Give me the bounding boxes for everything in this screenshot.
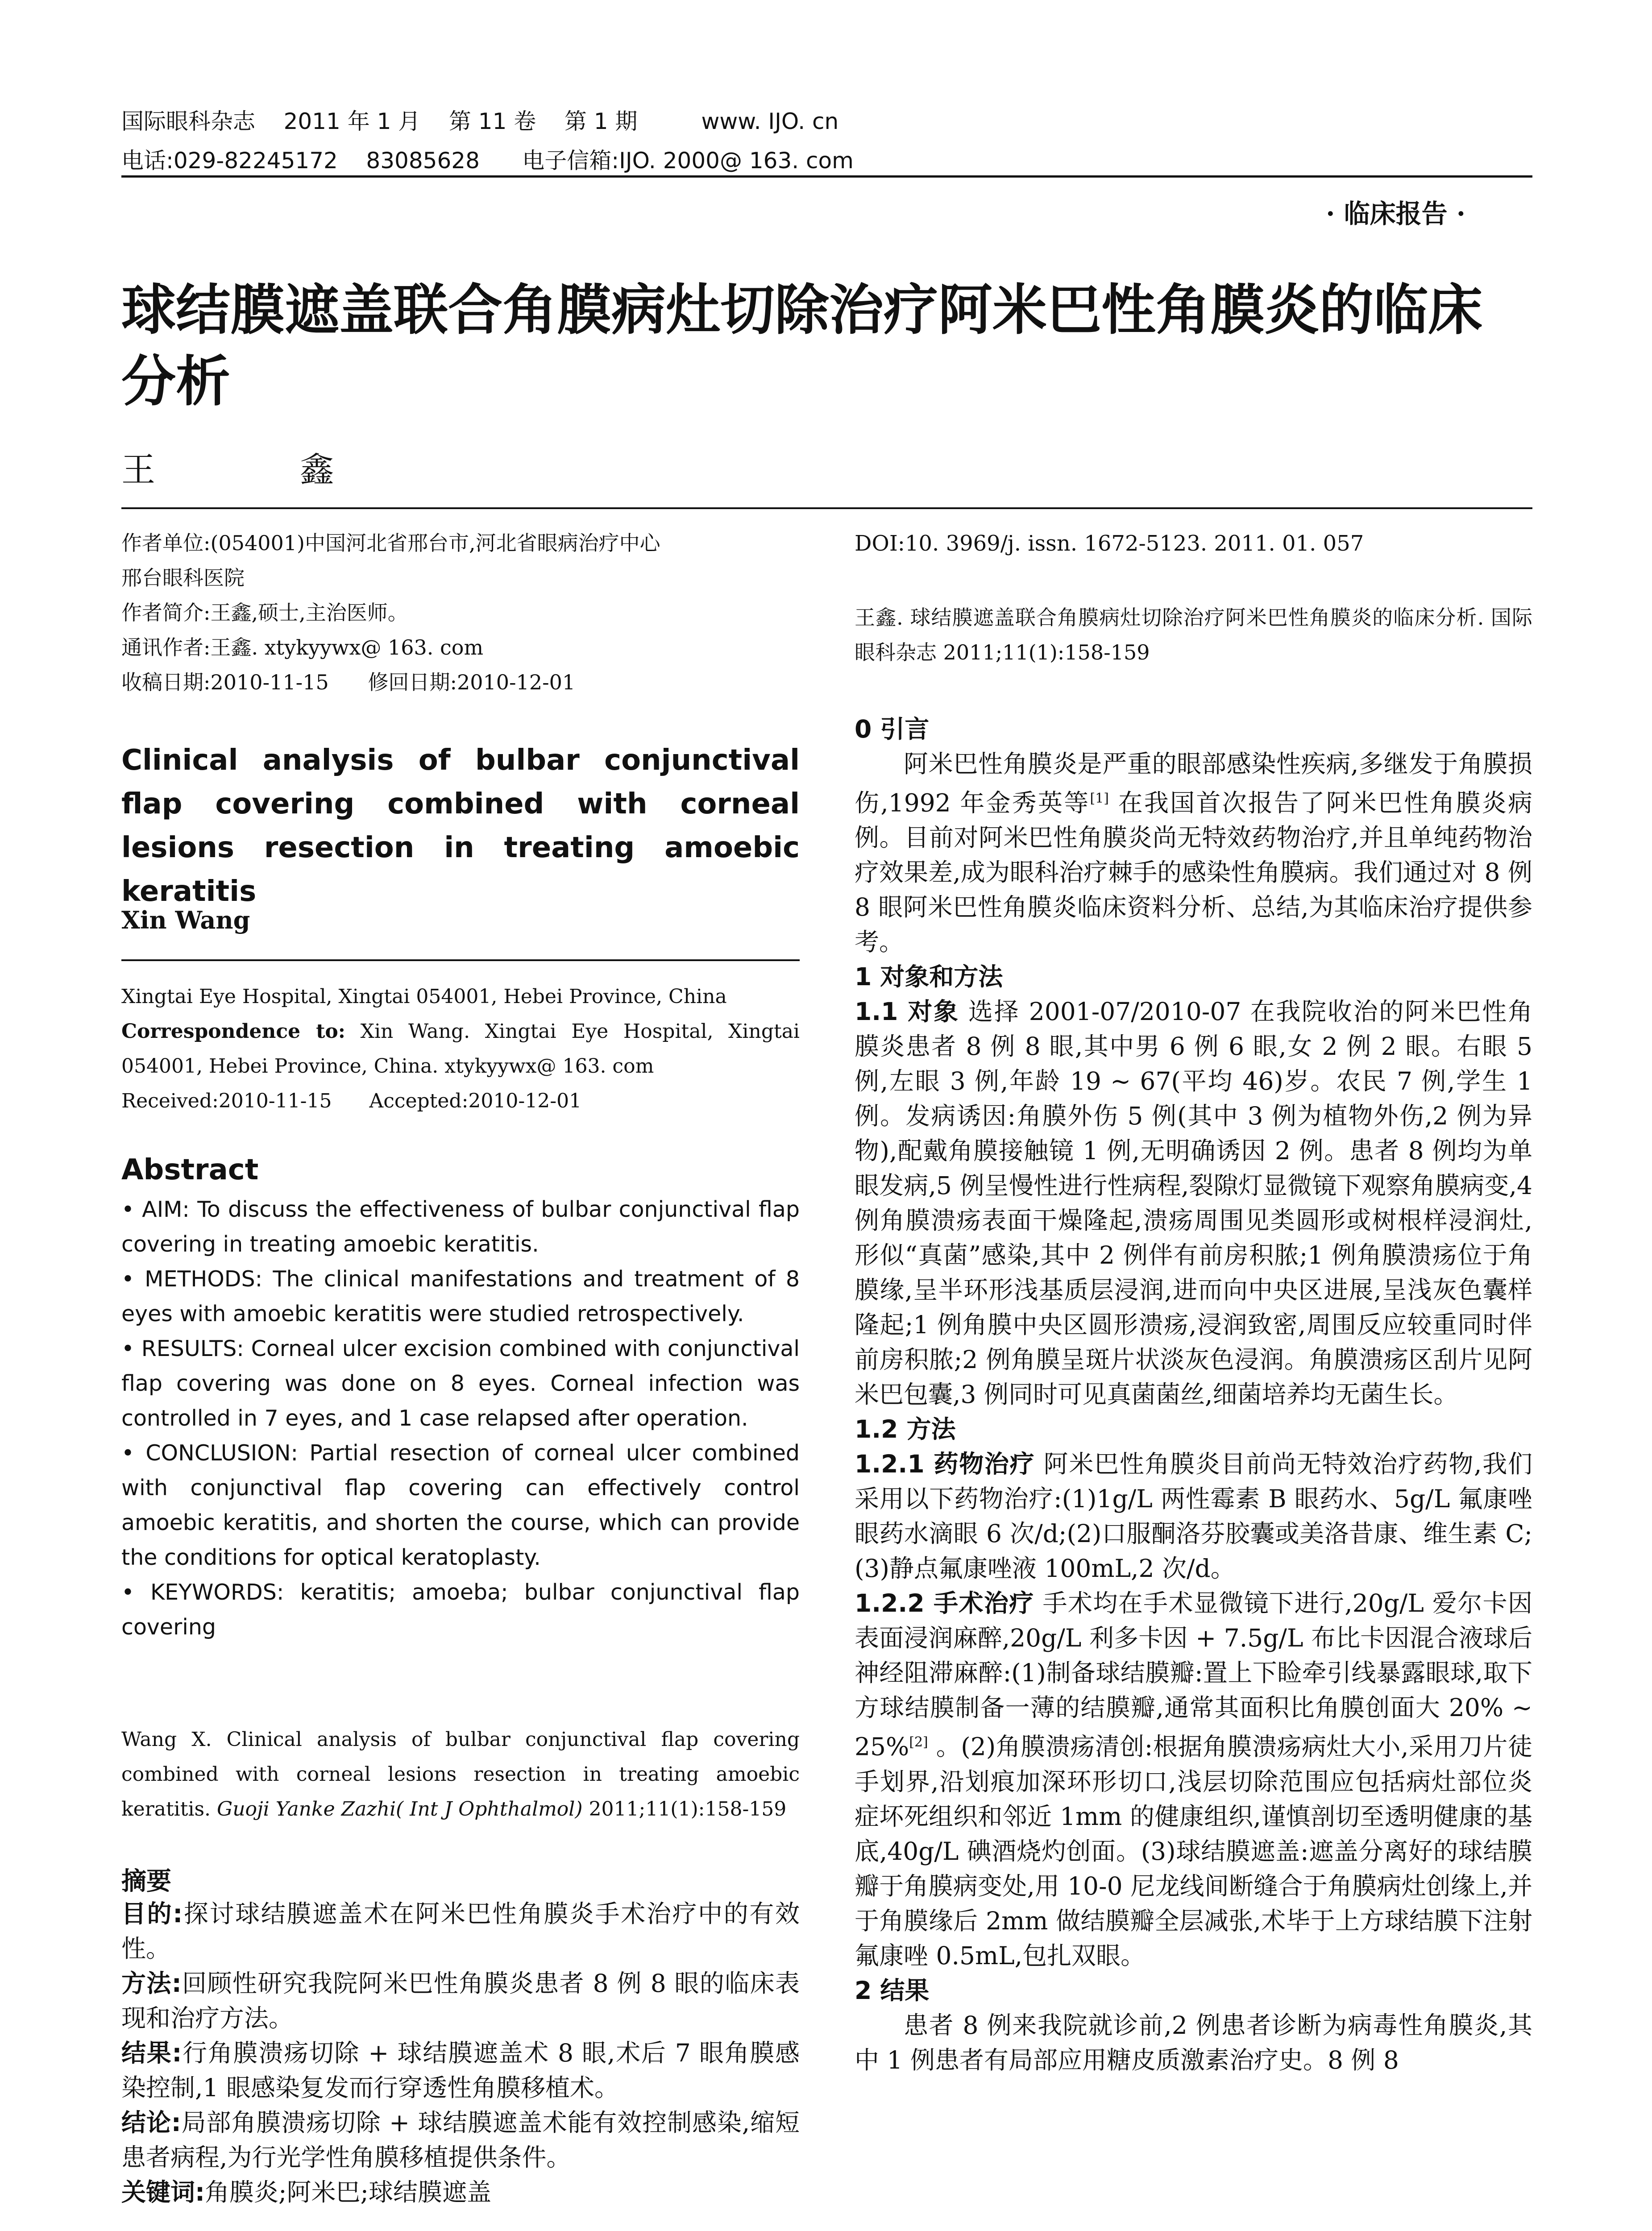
- cn-keywords-label: 关键词:: [121, 2178, 205, 2206]
- reference-marker: [1]: [1090, 791, 1109, 806]
- correspondence: [121, 1014, 800, 1084]
- author-name-cn: 王 鑫: [121, 450, 401, 489]
- cn-aim-text: 探讨球结膜遮盖术在阿米巴性角膜炎手术治疗中的有效性。: [121, 1899, 800, 1963]
- citation-text: Wang X. Clinical analysis of bulbar conjunctival flap covering combined with corneal lesions resection in treating amoebic keratitis.: [121, 1728, 800, 1820]
- citation-tail: 2011;11(1):158-159: [582, 1798, 787, 1820]
- journal-contact-line: 电话:029-82245172 83085628 电子信箱:IJO. 2000@ 163. com: [121, 148, 854, 174]
- cn-methods-label: 方法:: [121, 1969, 182, 1998]
- section-1-1-paragraph: 1.1 对象 选择 2001-07/2010-07 在我院收治的阿米巴性角膜炎患者 8 例 8 眼,其中男 6 例 6 眼,女 2 例 2 眼。右眼 5 例,左眼 3 例,年龄 19 ~ 67(平均 46)岁。农民 7 例,学生 1 例。发病诱因:角膜外伤 5 例(其中 3 例为植物外伤,2 例为异物),配戴角膜接触镜 1 例,无明确诱因 2 例。患者 8 例均为单眼发病,5 例呈慢性进行性病程,裂隙灯显微镜下观察角膜病变,4 例角膜溃疡表面干燥隆起,溃疡周围见类圆形或树根样浸润灶,形似“真菌”感染,其中 2 例伴有前房积脓;1 例角膜溃疡位于角膜缘,呈半环形浅基质层浸润,进而向中央区进展,呈浅灰色囊样隆起;1 例角膜中央区圆形溃疡,浸润致密,周围反应较重同时伴前房积脓;2 例角膜呈斑片状淡灰色浸润。角膜溃疡区刮片见阿米巴包囊,3 例同时可见真菌菌丝,细菌培养均无菌生长。: [855, 997, 1532, 1409]
- article-body: [855, 712, 1532, 2078]
- cn-keywords-text: 角膜炎;阿米巴;球结膜遮盖: [205, 2178, 492, 2206]
- section-1-heading: 1 对象和方法: [855, 962, 1003, 991]
- abstract-conclusion: • CONCLUSION: Partial resection of corneal ulcer combined with conjunctival flap covering can effectively control amoebic keratitis, and shorten the course, which can provide the conditions for optical keratoplasty.: [121, 1440, 800, 1570]
- received-date: 收稿日期:2010-11-15 修回日期:2010-12-01: [121, 670, 576, 694]
- cn-citation: 王鑫. 球结膜遮盖联合角膜病灶切除治疗阿米巴性角膜炎的临床分析. 国际眼科杂志 2011;11(1):158-159: [855, 605, 1532, 664]
- section-1-2-heading: 1.2 方法: [855, 1415, 956, 1444]
- header-rule: [121, 175, 1532, 178]
- reference-marker: [2]: [909, 1734, 928, 1750]
- abstract-keywords: • KEYWORDS: keratitis; amoeba; bulbar conjunctival flap covering: [121, 1580, 800, 1640]
- section-1-2-1-label: 1.2.1 药物治疗: [855, 1450, 1035, 1479]
- affiliation-line: Xingtai Eye Hospital, Xingtai 054001, Hebei Province, China: [121, 985, 727, 1008]
- correspondence-label: Correspondence to:: [121, 1020, 345, 1043]
- section-0-paragraph: 阿米巴性角膜炎是严重的眼部感染性疾病,多继发于角膜损伤,1992 年金秀英等[1] 在我国首次报告了阿米巴性角膜炎病例。目前对阿米巴性角膜炎尚无特效药物治疗,并且单纯药物治疗效果差,成为眼科治疗棘手的感染性角膜病。我们通过对 8 例 8 眼阿米巴性角膜炎临床资料分析、总结,为其临床治疗提供参考。: [855, 750, 1533, 957]
- cn-abstract: [121, 1896, 800, 2210]
- corresponding-author: 通讯作者:王鑫. xtykyywx@ 163. com: [121, 635, 484, 659]
- title-rule: [121, 507, 1532, 509]
- english-abstract: [121, 1192, 800, 1645]
- english-citation: [121, 1722, 800, 1827]
- author-affiliation-line-1: 作者单位:(054001)中国河北省邢台市,河北省眼病治疗中心: [121, 531, 660, 555]
- received-accepted-line: Received:2010-11-15 Accepted:2010-12-01: [121, 1090, 582, 1112]
- cn-results-text: 行角膜溃疡切除 + 球结膜遮盖术 8 眼,术后 7 眼角膜感染控制,1 眼感染复发而行穿透性角膜移植术。: [121, 2039, 800, 2102]
- author-info-block: [121, 526, 809, 700]
- author-affiliation-line-2: 邢台眼科医院: [121, 566, 245, 590]
- author-bio: 作者简介:王鑫,硕士,主治医师。: [121, 601, 408, 625]
- cn-conclusion-text: 局部角膜溃疡切除 + 球结膜遮盖术能有效控制感染,缩短患者病程,为行光学性角膜移植提供条件。: [121, 2108, 800, 2172]
- abstract-aim: • AIM: To discuss the effectiveness of bulbar conjunctival flap covering in treating amoebic keratitis.: [121, 1197, 800, 1257]
- abstract-heading: Abstract: [121, 1153, 259, 1186]
- section-0-heading: 0 引言: [855, 715, 930, 743]
- article-title: 球结膜遮盖联合角膜病灶切除治疗阿米巴性角膜炎的临床分析: [121, 278, 1482, 413]
- cn-results-label: 结果:: [121, 2039, 182, 2067]
- english-title: Clinical analysis of bulbar conjunctival flap covering combined with corneal lesions resection in treating amoebic keratitis: [121, 744, 800, 908]
- english-affiliation-block: [121, 979, 800, 1119]
- cn-abstract-heading: 摘要: [121, 1867, 171, 1896]
- section-1-1-label: 1.1 对象: [855, 997, 959, 1026]
- cn-methods-text: 回顾性研究我院阿米巴性角膜炎患者 8 例 8 眼的临床表现和治疗方法。: [121, 1969, 800, 2032]
- journal-issue-line: 国际眼科杂志 2011 年 1 月 第 11 卷 第 1 期 www. IJO. cn: [121, 108, 839, 134]
- doi: DOI:10. 3969/j. issn. 1672-5123. 2011. 01. 057: [855, 531, 1364, 556]
- abstract-results: • RESULTS: Corneal ulcer excision combined with conjunctival flap covering was done on 8 eyes. Corneal infection was controlled in 7 eyes, and 1 case relapsed after operation.: [121, 1336, 800, 1431]
- section-tag: · 临床报告 ·: [1326, 199, 1465, 229]
- abstract-methods: • METHODS: The clinical manifestations and treatment of 8 eyes with amoebic keratitis were studied retrospectively.: [121, 1266, 800, 1327]
- section-2-paragraph: 患者 8 例来我院就诊前,2 例患者诊断为病毒性角膜炎,其中 1 例患者有局部应用糖皮质激素治疗史。8 例 8: [855, 2011, 1532, 2074]
- citation-journal: Guoji Yanke Zazhi( Int J Ophthalmol): [217, 1798, 583, 1820]
- section-1-2-2-label: 1.2.2 手术治疗: [855, 1589, 1034, 1618]
- section-1-2-1-paragraph: 1.2.1 药物治疗 阿米巴性角膜炎目前尚无特效治疗药物,我们采用以下药物治疗:(1)1g/L 两性霉素 B 眼药水、5g/L 氟康唑眼药水滴眼 6 次/d;(2)口服酮洛芬胶囊或美洛昔康、维生素 C;(3)静点氟康唑液 100mL,2 次/d。: [855, 1450, 1532, 1583]
- cn-conclusion-label: 结论:: [121, 2108, 181, 2137]
- cn-aim-label: 目的:: [121, 1899, 183, 1928]
- affiliation-rule: [121, 959, 800, 961]
- section-1-2-2-paragraph: 1.2.2 手术治疗 手术均在手术显微镜下进行,20g/L 爱尔卡因表面浸润麻醉,20g/L 利多卡因 + 7.5g/L 布比卡因混合液球后神经阻滞麻醉:(1)制备球结膜瓣:置上下睑牵引线暴露眼球,取下方球结膜制备一薄的结膜瓣,通常其面积比角膜创面大 20% ~ 25%[2] 。(2)角膜溃疡清创:根据角膜溃疡病灶大小,采用刀片徒手划界,沿划痕加深环形切口,浅层切除范围应包括病灶部位炎症坏死组织和邻近 1mm 的健康组织,谨慎剖切至透明健康的基底,40g/L 碘酒烧灼创面。(3)球结膜遮盖:遮盖分离好的球结膜瓣于角膜病变处,用 10-0 尼龙线间断缝合于角膜病灶创缘上,并于角膜缘后 2mm 做结膜瓣全层减张,术毕于上方球结膜下注射氟康唑 0.5mL,包扎双眼。: [855, 1589, 1532, 1970]
- section-2-heading: 2 结果: [855, 1976, 930, 2005]
- correspondence-text: Xin Wang. Xingtai Eye Hospital, Xingtai 054001, Hebei Province, China. xtykyywx@ 163. com: [121, 1020, 800, 1078]
- english-author: Xin Wang: [121, 906, 250, 934]
